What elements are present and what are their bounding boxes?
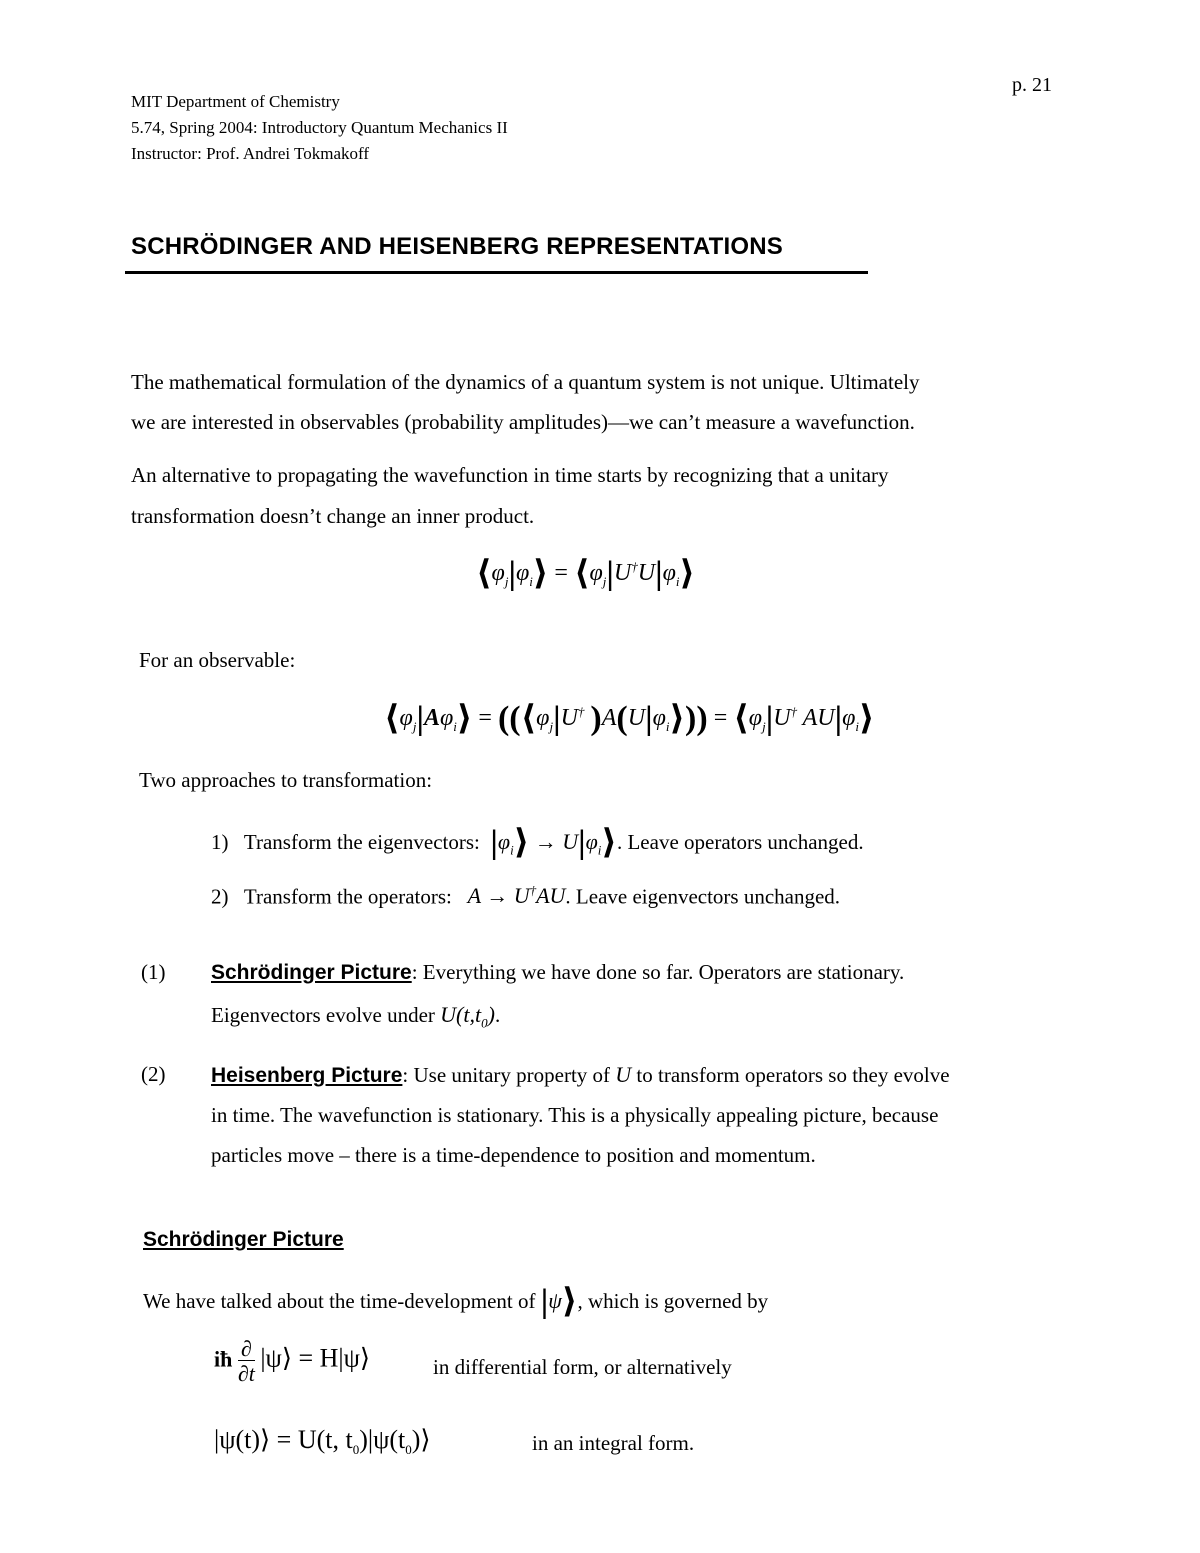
approach-1-number: 1) [211,830,229,854]
observable-label: For an observable: [139,648,296,672]
heisenberg-picture-name: Heisenberg Picture [211,1064,403,1087]
title-rule [125,271,868,274]
department-line: MIT Department of Chemistry [131,92,340,111]
intro-line-2: we are interested in observables (probability amplitudes)—we can’t measure a wavefunction. [131,410,915,434]
page-title: SCHRÖDINGER AND HEISENBERG REPRESENTATIONS [131,233,784,260]
course-line: 5.74, Spring 2004: Introductory Quantum Mechanics II [131,118,508,137]
schrodinger-number: (1) [141,960,166,984]
propagator-math: $U(t,t_0)$ [440,1002,495,1031]
approaches-label: Two approaches to transformation: [139,768,433,792]
approach-2-number: 2) [211,884,229,909]
intro-line-4: transformation doesn’t change an inner product. [131,504,535,528]
schrodinger-evolve-text: Eigenvectors evolve under [211,1003,435,1027]
inner-product-equation: $⟨\varphi_j|\varphi_i⟩$ = $⟨\varphi_j|U^\dagger U|\varphi_i⟩$ [476,555,696,592]
observable-equation: $⟨\varphi_j|A\varphi_i⟩$ = (($⟨\varphi_j|U^\dagger$ )$A(U|\varphi_i⟩)$) = $⟨\varphi_j|U^\dagger$ $AU|\varphi_i⟩$ [384,700,875,737]
heisenberg-item-line-3: particles move – there is a time-dependence to position and momentum. [211,1143,816,1167]
heisenberg-item-line-1 [211,1062,950,1088]
schrodinger-picture-name: Schrödinger Picture [211,961,412,984]
approach-1-math: $|\varphi_i⟩$ → $U|\varphi_i⟩$ [490,824,617,861]
psi-ket: |ψ⟩ [540,1283,578,1320]
intro-line-1: The mathematical formulation of the dynamics of a quantum system is not unique. Ultimately [131,370,920,394]
page-number: p. 21 [1012,74,1052,96]
schrodinger-desc: : Everything we have done so far. Operators are stationary. [411,960,905,984]
integral-equation: |ψ(t)⟩ = U(t, $t_0)|\psi(t_0)⟩$ [214,1425,431,1458]
heisenberg-item-line-2: in time. The wavefunction is stationary. This is a physically appealing picture, because [211,1103,939,1127]
approach-1-text: Transform the eigenvectors: [243,830,480,854]
heisenberg-desc-a: : Use unitary property of [402,1063,611,1087]
differential-label: in differential form, or alternatively [433,1355,732,1379]
section-lead-b: , which is governed by [577,1289,769,1313]
integral-label: in an integral form. [532,1431,695,1455]
approach-2 [211,883,840,909]
approach-2-tail: . Leave eigenvectors unchanged. [565,884,841,909]
approach-1 [211,822,864,862]
section-lead [143,1281,768,1321]
unitary-symbol: U [615,1062,632,1087]
differential-equation: iħ $\frac{\partial}{\partial t}$ |ψ⟩ = H|ψ⟩ [214,1336,371,1386]
section-lead-a: We have talked about the time-development of [143,1289,536,1313]
approach-1-tail: . Leave operators unchanged. [616,830,864,854]
section-heading: Schrödinger Picture [143,1228,344,1251]
intro-line-3: An alternative to propagating the wavefunction in time starts by recognizing that a unitary [131,463,889,487]
approach-2-math: A → U†AU [467,883,566,909]
schrodinger-item-line-1 [211,960,904,985]
schrodinger-item-line-2: Eigenvectors evolve under $U(t,t_0)$. [211,1002,501,1031]
approach-2-text: Transform the operators: [243,884,452,909]
heisenberg-number: (2) [141,1062,166,1086]
instructor-line: Instructor: Prof. Andrei Tokmakoff [131,144,370,163]
heisenberg-desc-b: to transform operators so they evolve [636,1063,950,1087]
